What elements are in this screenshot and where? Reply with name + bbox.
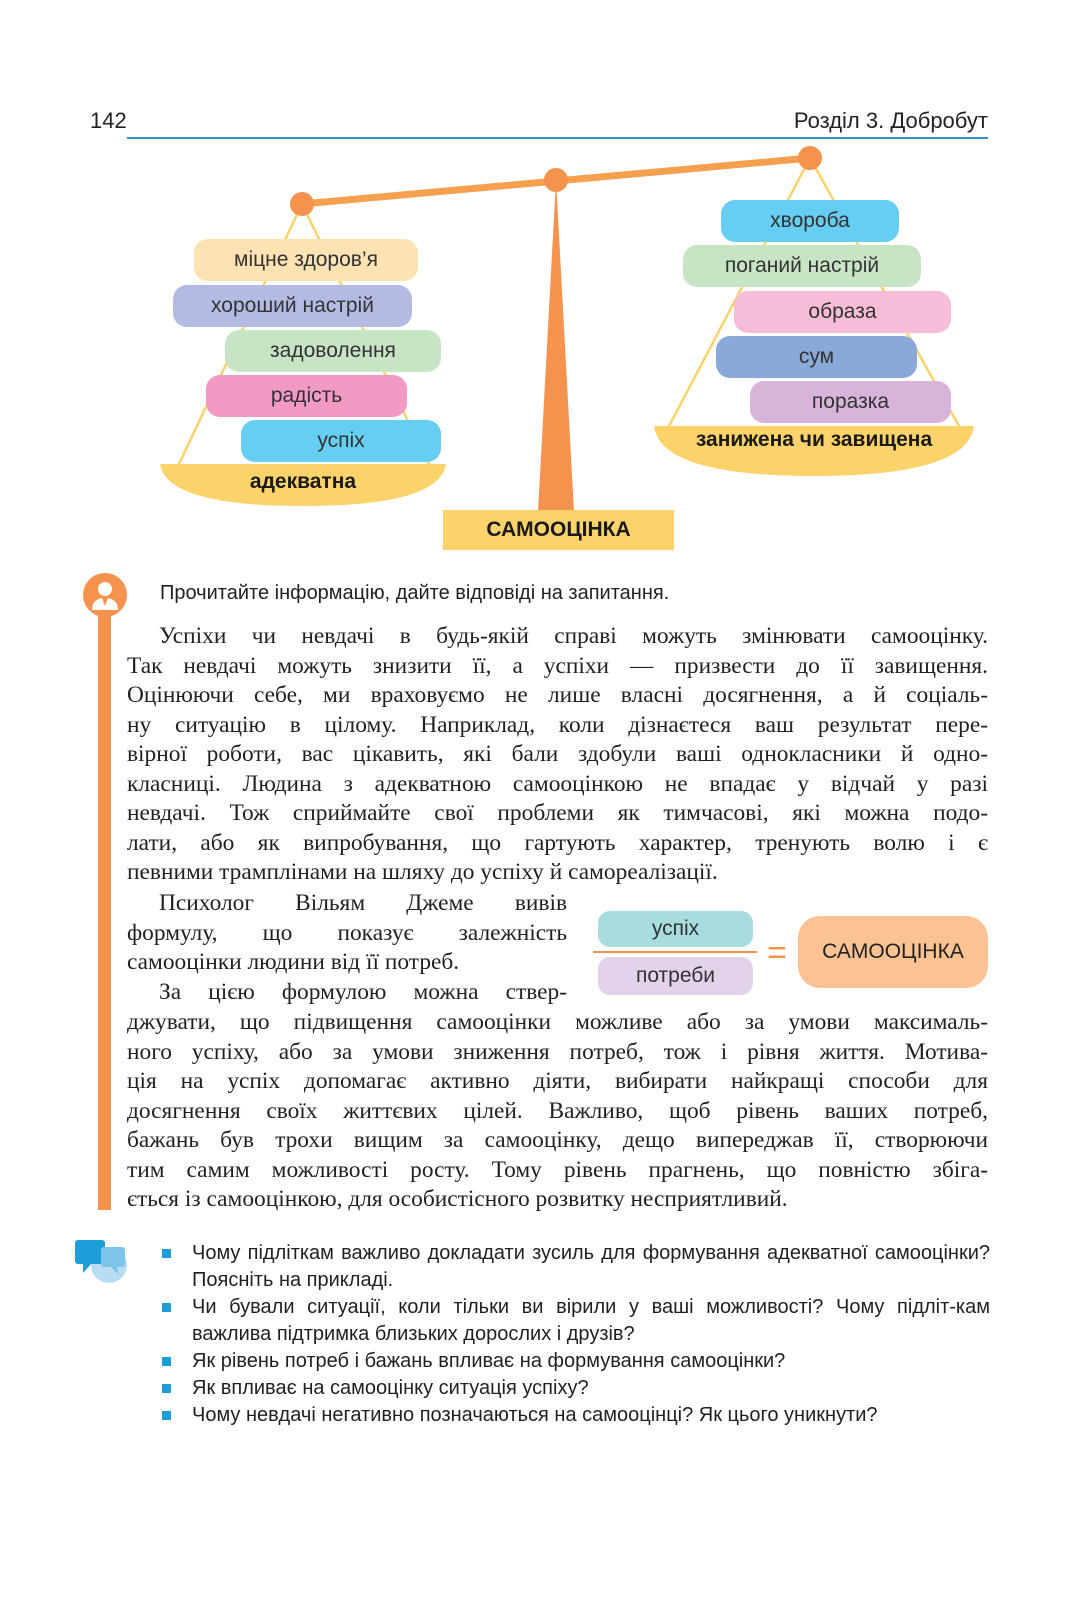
paragraph-4-line: джувати, що підвищення самооцінки можливе або за умови максималь- (127, 1009, 988, 1035)
paragraph-1-line: Так невдачі можуть знизити її, а успіхи — призвести до її завищення. (127, 652, 988, 679)
paragraph-1-line: вірної роботи, вас цікавить, які бали здобули ваші однокласники й одно- (127, 741, 988, 767)
right-pan-label: занижена чи завищена (695, 428, 933, 451)
beam-left-joint (290, 192, 314, 216)
question-item: Як рівень потреб і бажань впливає на формування самооцінки? (160, 1348, 990, 1375)
paragraph-1-line: класниці. Людина з адекватною самооцінкою не впадає у відчай у разі (127, 770, 988, 797)
paragraph-1-line: невдачі. Тож сприймайте свої проблеми як тимчасові, які можна подо- (127, 800, 988, 826)
left-item-joy: радість (206, 375, 407, 417)
right-item-sadness: сум (716, 336, 917, 378)
paragraph-2 (127, 889, 567, 978)
formula-equals-sign: = (767, 934, 787, 972)
right-item-bad-mood: поганий настрій (683, 245, 921, 287)
instruction-text: Прочитайте інформацію, дайте відповіді на запитання. (160, 582, 670, 604)
scale-base-label: САМООЦІНКА (443, 510, 674, 550)
paragraph-3-line: За цією формулою можна ствер- (159, 979, 567, 1005)
right-item-illness: хвороба (721, 200, 899, 242)
left-item-success: успіх (241, 420, 441, 462)
question-item: Чи бували ситуації, коли тільки ви вірили у ваші можливості? Чому підліт-кам важлива підтримка близьких дорослих і друзів? (160, 1294, 990, 1348)
question-list (160, 1240, 990, 1429)
paragraph-4-line: бажань був трохи вищим за самооцінку, дещо випереджав її, створюючи (127, 1127, 988, 1153)
paragraph-1-line: Оцінюючи себе, ми враховуємо не лише власні досягнення, а й соціаль- (127, 682, 988, 708)
paragraph-4-line: ція на успіх допомагає активно діяти, вибирати найкращі способи для (127, 1068, 988, 1094)
paragraph-4-line: досягнення своїх життєвих цілей. Важливо, щоб рівень ваших потреб, (127, 1097, 988, 1124)
paragraph-2-line: формулу, що показує залежність (127, 919, 567, 946)
paragraph-4-line: ного успіху, або за умови зниження потреб, тож і рівня життя. Мотива- (127, 1038, 988, 1065)
formula-fraction-line (593, 951, 757, 953)
paragraph-1-line: ну ситуацію в цілому. Наприклад, коли дізнаєтеся ваш результат пере- (127, 711, 988, 738)
beam-right-joint (798, 146, 822, 170)
teacher-icon (82, 572, 128, 618)
formula-numerator: успіх (598, 911, 753, 947)
paragraph-1-line: Успіхи чи невдачі в будь-якій справі можуть змінювати самооцінку. (159, 623, 988, 649)
right-item-offense: образа (734, 291, 951, 333)
scale-pole (538, 180, 574, 512)
paragraph-1 (127, 622, 988, 888)
left-item-satisfaction: задоволення (225, 330, 441, 372)
paragraph-1-line: певними трамплінами на шляху до успіху й самореалізації. (127, 859, 718, 885)
question-item: Як впливає на самооцінку ситуація успіху? (160, 1375, 990, 1402)
paragraph-4-line: ється із самооцінкою, для особистісного розвитку несприятливий. (127, 1186, 788, 1212)
question-item: Чому невдачі негативно позначаються на самооцінці? Як цього уникнути? (160, 1402, 990, 1429)
formula-denominator: потреби (598, 957, 753, 995)
paragraph-4-line: тим самим можливості росту. Тому рівень прагнень, що повністю збіга- (127, 1156, 988, 1183)
page-number: 142 (90, 108, 127, 133)
left-pan-label: адекватна (249, 470, 357, 493)
left-item-good-mood: хороший настрій (173, 285, 412, 327)
question-item: Чому підліткам важливо докладати зусиль для формування адекватної самооцінки? Поясніть на прикладі. (160, 1240, 990, 1294)
left-item-health: міцне здоров’я (194, 239, 418, 281)
beam-pivot (544, 168, 568, 192)
paragraph-2-line: Психолог Вільям Джеме вивів (159, 890, 567, 916)
right-item-defeat: поразка (750, 381, 951, 423)
paragraph-2-line: самооцінки людини від її потреб. (127, 949, 460, 975)
paragraph-1-line: лати, або як випробування, що гартують характер, тренують волю і є (127, 829, 988, 856)
section-title: Розділ 3. Добробут (793, 108, 988, 133)
paragraph-3 (127, 978, 567, 1008)
paragraph-4 (127, 1008, 988, 1215)
formula-result: САМООЦІНКА (798, 916, 988, 988)
sidebar-accent-bar (98, 612, 111, 1210)
discussion-icon (73, 1237, 129, 1283)
